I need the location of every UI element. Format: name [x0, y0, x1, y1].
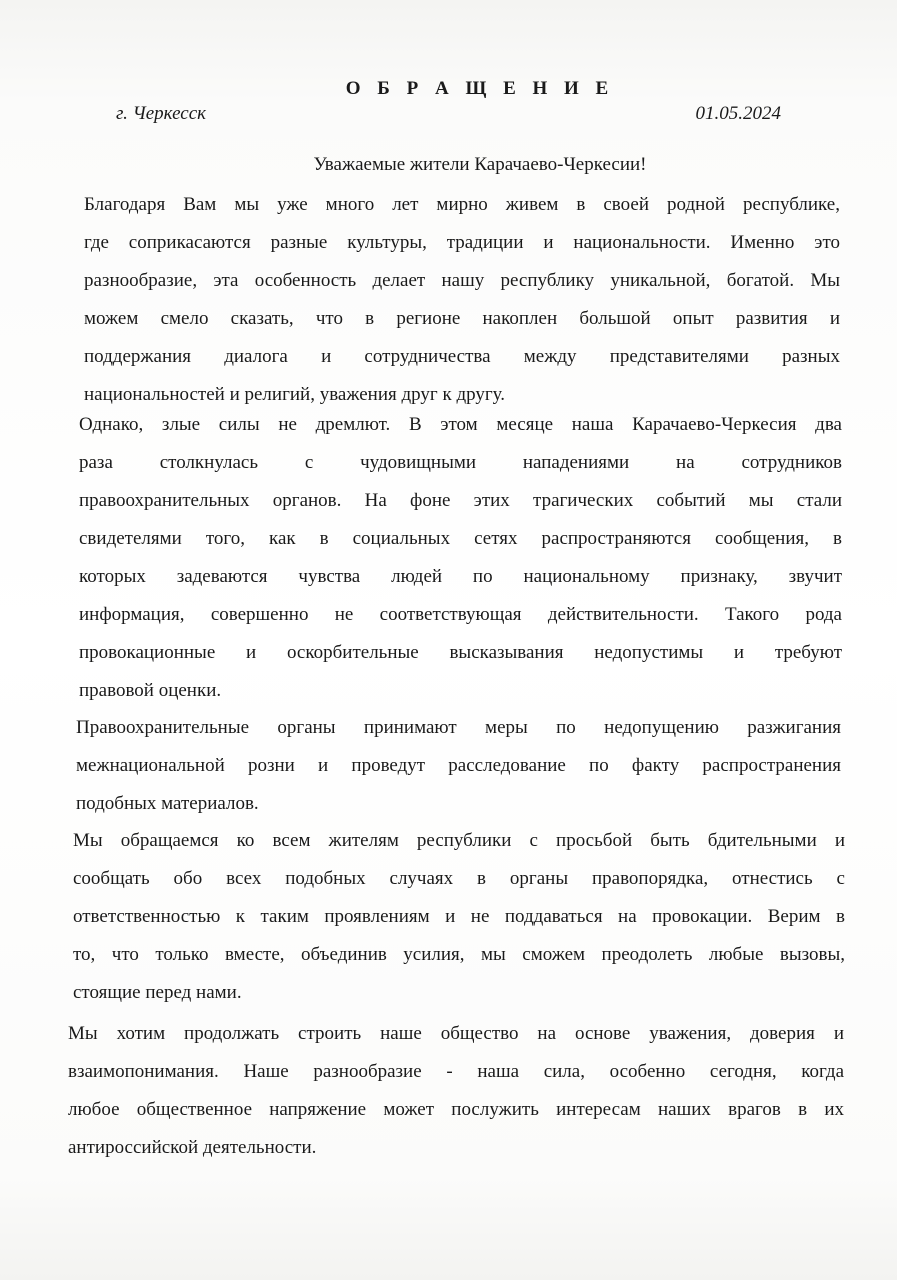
paragraph-line: где соприкасаются разные культуры, традиции и национальности. Именно это [84, 232, 840, 253]
paragraph-line: информация, совершенно не соответствующая действительности. Такого рода [79, 604, 842, 625]
paragraph-line: межнациональной розни и проведут расследование по факту распространения [76, 755, 841, 776]
paragraph-line: то, что только вместе, объединив усилия, мы сможем преодолеть любые вызовы, [73, 944, 845, 965]
paragraph-line: Мы обращаемся ко всем жителям республики с просьбой быть бдительными и [73, 830, 845, 851]
paragraph-line: можем смело сказать, что в регионе накоплен большой опыт развития и [84, 308, 840, 329]
paragraph-line: стоящие перед нами. [73, 982, 242, 1003]
document-date: 01.05.2024 [695, 103, 781, 124]
document-city: г. Черкесск [116, 103, 207, 124]
paragraph-4 [73, 822, 845, 1012]
paragraph-line: раза столкнулась с чудовищными нападениями на сотрудников [79, 452, 842, 473]
paragraph-2 [79, 406, 842, 710]
paragraph-3 [76, 709, 841, 823]
paragraph-line: разнообразие, эта особенность делает нашу республику уникальной, богатой. Мы [84, 270, 840, 291]
paragraph-line: любое общественное напряжение может послужить интересам наших врагов в их [68, 1099, 844, 1120]
paragraph-line: сообщать обо всех подобных случаях в органы правопорядка, отнестись с [73, 868, 845, 889]
paragraph-line: Мы хотим продолжать строить наше общество на основе уважения, доверия и [68, 1023, 844, 1044]
paragraph-1 [84, 186, 840, 414]
paragraph-line: правовой оценки. [79, 680, 222, 701]
paragraph-line: которых задеваются чувства людей по национальному признаку, звучит [79, 566, 842, 587]
paragraph-line: подобных материалов. [76, 793, 259, 814]
paragraph-line: Благодаря Вам мы уже много лет мирно живем в своей родной республике, [84, 194, 840, 215]
paragraph-line: Однако, злые силы не дремлют. В этом месяце наша Карачаево-Черкесия два [79, 414, 842, 435]
paragraph-line: национальностей и религий, уважения друг к другу. [84, 384, 505, 405]
paragraph-line: свидетелями того, как в социальных сетях распространяются сообщения, в [79, 528, 842, 549]
paragraph-line: провокационные и оскорбительные высказывания недопустимы и требуют [79, 642, 842, 663]
paragraph-line: поддержания диалога и сотрудничества между представителями разных [84, 346, 840, 367]
paragraph-line: антироссийской деятельности. [68, 1137, 317, 1158]
paragraph-line: правоохранительных органов. На фоне этих трагических событий мы стали [79, 490, 842, 511]
paragraph-line: взаимопонимания. Наше разнообразие - наша сила, особенно сегодня, когда [68, 1061, 844, 1082]
paragraph-line: Правоохранительные органы принимают меры по недопущению разжигания [76, 717, 841, 738]
document-title: О Б Р А Щ Е Н И Е [345, 78, 615, 99]
paragraph-5 [68, 1015, 844, 1167]
document-greeting: Уважаемые жители Карачаево-Черкесии! [313, 154, 647, 175]
paragraph-line: ответственностью к таким проявлениям и не поддаваться на провокации. Верим в [73, 906, 845, 927]
